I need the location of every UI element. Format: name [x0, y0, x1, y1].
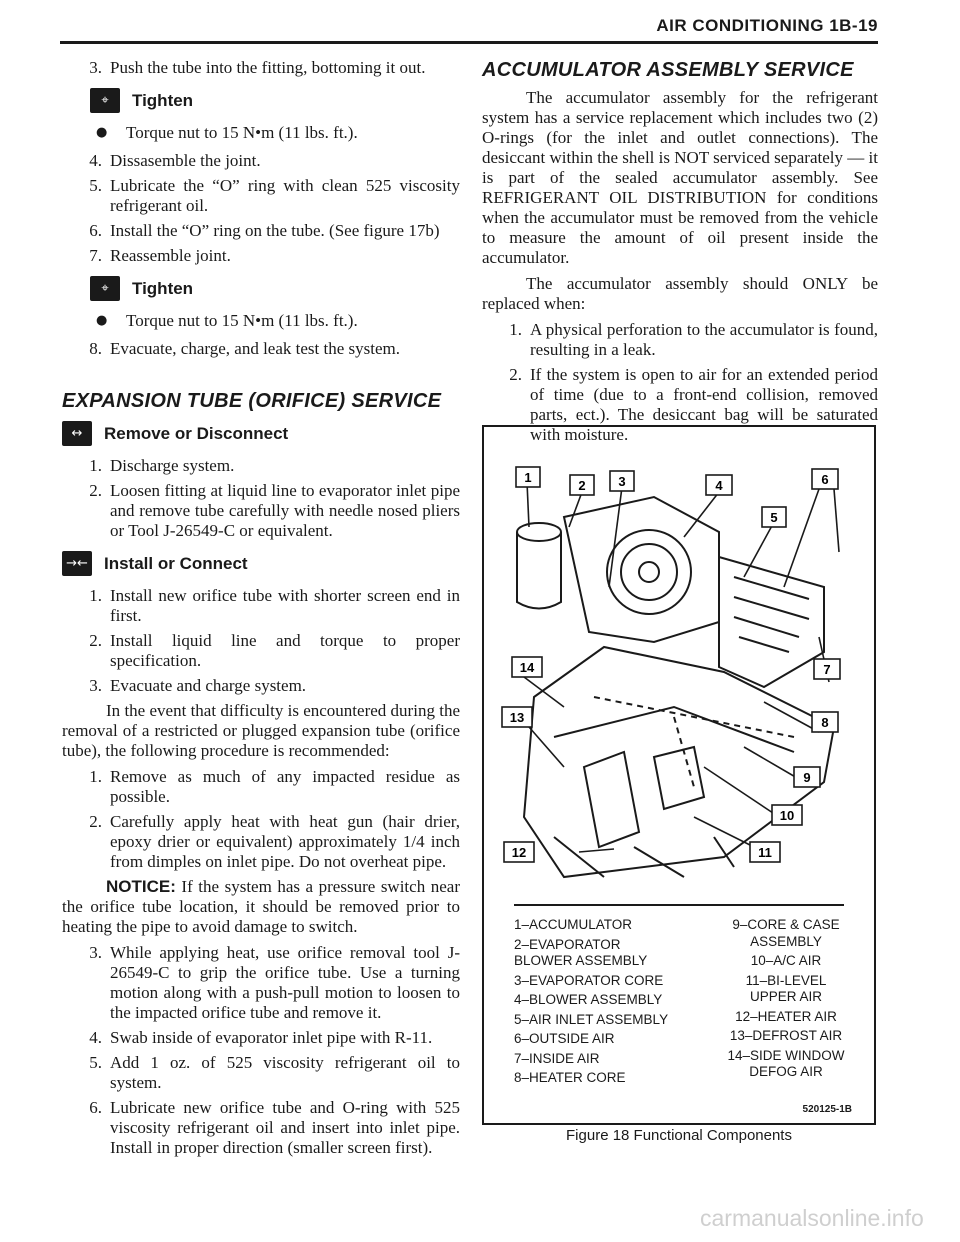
tighten-heading — [90, 88, 460, 113]
step-text: A physical perforation to the accumulator is found, resulting in a leak. — [530, 320, 878, 359]
tighten-label: Tighten — [132, 278, 194, 298]
watermark: carmanualsonline.info — [700, 1205, 924, 1231]
step-text: Carefully apply heat with heat gun (hair drier, epoxy drier or equivalent) approximately 1/4 inch from dimples on inlet pipe. Do not overheat pipe. — [110, 812, 460, 871]
legend-item: 4–BLOWER ASSEMBLY — [514, 992, 663, 1007]
remove-arrows-icon: ↔ — [62, 421, 92, 446]
step-number: 1. — [89, 586, 102, 605]
svg-text:8: 8 — [821, 715, 829, 730]
step-number: 7. — [89, 246, 102, 265]
accumulator-paragraph-1: The accumulator assembly for the refrigerant system has a service replacement which includes two (2) O-rings (for the inlet and outlet connections). The desiccant within the shell is NOT serviced separately — it is part of the sealed accumulator assembly. See REFRIGERANT OIL DISTRIBUTION for conditions when the accumulator must be removed from the vehicle to measure the amount of oil present inside the accumulator. — [482, 88, 878, 267]
step-number: 3. — [89, 943, 102, 962]
step-number: 3. — [89, 676, 102, 695]
svg-text:1: 1 — [524, 470, 532, 485]
step-text: Reassemble joint. — [110, 246, 231, 265]
list-item — [482, 320, 878, 360]
step-text: Swab inside of evaporator inlet pipe with R-11. — [110, 1028, 433, 1047]
right-column — [482, 60, 878, 450]
legend-divider — [514, 904, 844, 906]
expansion-tube-heading: EXPANSION TUBE (ORIFICE) SERVICE — [62, 390, 442, 412]
step-number: 6. — [89, 1098, 102, 1117]
legend-left — [514, 917, 704, 1090]
svg-text:9: 9 — [803, 770, 811, 785]
accumulator-heading: ACCUMULATOR ASSEMBLY SERVICE — [482, 59, 854, 81]
svg-text:13: 13 — [509, 710, 525, 725]
step-text: Install liquid line and torque to proper specification. — [110, 631, 460, 670]
svg-text:14: 14 — [519, 660, 535, 675]
step-8 — [62, 339, 460, 359]
accumulator-paragraph-2: The accumulator assembly should ONLY be replaced when: — [482, 274, 878, 313]
list-item — [62, 151, 460, 171]
hvac-diagram — [494, 437, 864, 907]
step-number: 2. — [89, 631, 102, 650]
list-item — [62, 1053, 460, 1093]
svg-text:7: 7 — [823, 662, 831, 677]
legend-item: 8–HEATER CORE — [514, 1070, 626, 1085]
remove-steps — [62, 456, 460, 541]
legend-item: 6–OUTSIDE AIR — [514, 1031, 615, 1046]
figure-18 — [482, 425, 876, 1125]
list-item — [62, 586, 460, 626]
list-item — [62, 1098, 460, 1158]
step-text: Discharge system. — [110, 456, 235, 475]
svg-text:11: 11 — [758, 845, 772, 860]
notice-label: NOTICE: — [106, 877, 176, 896]
list-item — [62, 812, 460, 872]
legend-item: 12–HEATER AIR — [735, 1008, 837, 1024]
torque-bullet-2 — [96, 311, 460, 331]
step-number: 5. — [89, 176, 102, 195]
torque-text-1: Torque nut to 15 N•m (11 lbs. ft.). — [126, 123, 358, 142]
tighten-heading-2 — [90, 276, 460, 301]
step-text: Install new orifice tube with shorter screen end in first. — [110, 586, 460, 625]
step-number: 6. — [89, 221, 102, 240]
svg-text:6: 6 — [821, 472, 829, 487]
legend-item: 11–BI-LEVEL UPPER AIR — [745, 972, 827, 1004]
list-item — [62, 176, 460, 216]
step-text: Dissasemble the joint. — [110, 151, 261, 170]
remove-label: Remove or Disconnect — [104, 423, 289, 443]
legend-right — [706, 917, 866, 1084]
list-item — [62, 1028, 460, 1048]
step-number: 1. — [89, 767, 102, 786]
page-header — [0, 0, 960, 44]
svg-text:4: 4 — [715, 478, 723, 493]
legend-item: 3–EVAPORATOR CORE — [514, 972, 664, 988]
event-paragraph: In the event that difficulty is encountered during the removal of a restricted or plugged expansion tube (orifice tube), the following procedure is recommended: — [62, 701, 460, 760]
svg-text:10: 10 — [779, 808, 795, 823]
step-text: While applying heat, use orifice removal tool J-26549-C to grip the orifice tube. Use a turning motion along with a push-pull motion to loosen to the impacted orifice tube and remove it. — [110, 943, 460, 1022]
list-item — [62, 481, 460, 541]
list-item — [62, 246, 460, 266]
notice-text: If the system has a pressure switch near the orifice tube location, it should be removed prior to heating the pipe to avoid damage to switch. — [62, 877, 460, 936]
torque-text-2: Torque nut to 15 N•m (11 lbs. ft.). — [126, 311, 358, 330]
list-item — [62, 58, 460, 78]
list-item — [62, 221, 460, 241]
steps-b — [62, 151, 460, 266]
legend-item: 13–DEFROST AIR — [729, 1028, 843, 1043]
procedure-steps-a — [62, 767, 460, 872]
step-text: Remove as much of any impacted residue as possible. — [110, 767, 460, 806]
header-rule — [60, 41, 878, 44]
list-item — [62, 943, 460, 1023]
step-text: Evacuate, charge, and leak test the system. — [110, 339, 400, 358]
tighten-label: Tighten — [132, 90, 194, 110]
legend-item: 1–ACCUMULATOR — [514, 917, 633, 932]
svg-text:3: 3 — [618, 474, 626, 489]
step-text: If the system is open to air for an extended period of time (due to a front-end collision, removed parts, ect.). The desiccant bag will be saturated with moisture. — [530, 365, 878, 444]
legend-item: 10–A/C AIR — [750, 953, 822, 968]
bullet-dot-icon: ● — [96, 125, 108, 140]
legend-item: 2–EVAPORATOR BLOWER ASSEMBLY — [514, 936, 648, 968]
step-text: Install the “O” ring on the tube. (See figure 17b) — [110, 221, 440, 240]
figure-caption: Figure 18 Functional Components — [566, 1127, 792, 1144]
list-item — [62, 676, 460, 696]
step-text: Lubricate the “O” ring with clean 525 viscosity refrigerant oil. — [110, 176, 460, 215]
svg-text:12: 12 — [511, 845, 527, 860]
steps-a — [62, 58, 460, 78]
step-text: Evacuate and charge system. — [110, 676, 307, 695]
torque-wrench-icon: ⌖ — [90, 276, 120, 301]
notice-paragraph — [62, 877, 460, 937]
step-number: 5. — [89, 1053, 102, 1072]
torque-wrench-icon: ⌖ — [90, 88, 120, 113]
step-text: Add 1 oz. of 525 viscosity refrigerant oil to system. — [110, 1053, 460, 1092]
svg-text:5: 5 — [770, 510, 778, 525]
step-text: Loosen fitting at liquid line to evaporator inlet pipe and remove tube carefully with needle nosed pliers or Tool J-26549-C or equivalent. — [110, 481, 460, 540]
step-text: Push the tube into the fitting, bottoming it out. — [110, 58, 426, 77]
torque-bullet-1 — [96, 123, 460, 143]
install-steps — [62, 586, 460, 696]
left-column — [62, 58, 460, 1163]
step-number: 1. — [509, 320, 522, 339]
install-label: Install or Connect — [104, 553, 248, 573]
step-number: 4. — [89, 1028, 102, 1047]
legend-item: 14–SIDE WINDOW DEFOG AIR — [727, 1047, 845, 1079]
step-number: 4. — [89, 151, 102, 170]
step-number: 8. — [89, 339, 102, 358]
step-number: 3. — [89, 58, 102, 77]
step-number: 2. — [89, 481, 102, 500]
step-number: 2. — [89, 812, 102, 831]
step-number: 1. — [89, 456, 102, 475]
figure-code: 520125-1B — [802, 1104, 852, 1115]
legend-item: 5–AIR INLET ASSEMBLY — [514, 1011, 669, 1027]
bullet-dot-icon: ● — [96, 313, 108, 328]
legend-item: 9–CORE & CASE ASSEMBLY — [732, 917, 840, 949]
remove-heading — [62, 421, 460, 446]
page-title: AIR CONDITIONING 1B-19 — [656, 16, 878, 35]
step-text: Lubricate new orifice tube and O-ring with 525 viscosity refrigerant oil and insert into inlet pipe. Install in proper direction (smaller screen first). — [110, 1098, 460, 1157]
list-item — [62, 767, 460, 807]
install-heading — [62, 551, 460, 576]
install-arrows-icon: →← — [62, 551, 92, 576]
list-item — [62, 456, 460, 476]
legend-item: 7–INSIDE AIR — [514, 1050, 600, 1066]
callout-labels — [502, 467, 840, 862]
svg-text:2: 2 — [578, 478, 586, 493]
step-number: 2. — [509, 365, 522, 384]
procedure-steps-b — [62, 943, 460, 1158]
list-item — [62, 631, 460, 671]
